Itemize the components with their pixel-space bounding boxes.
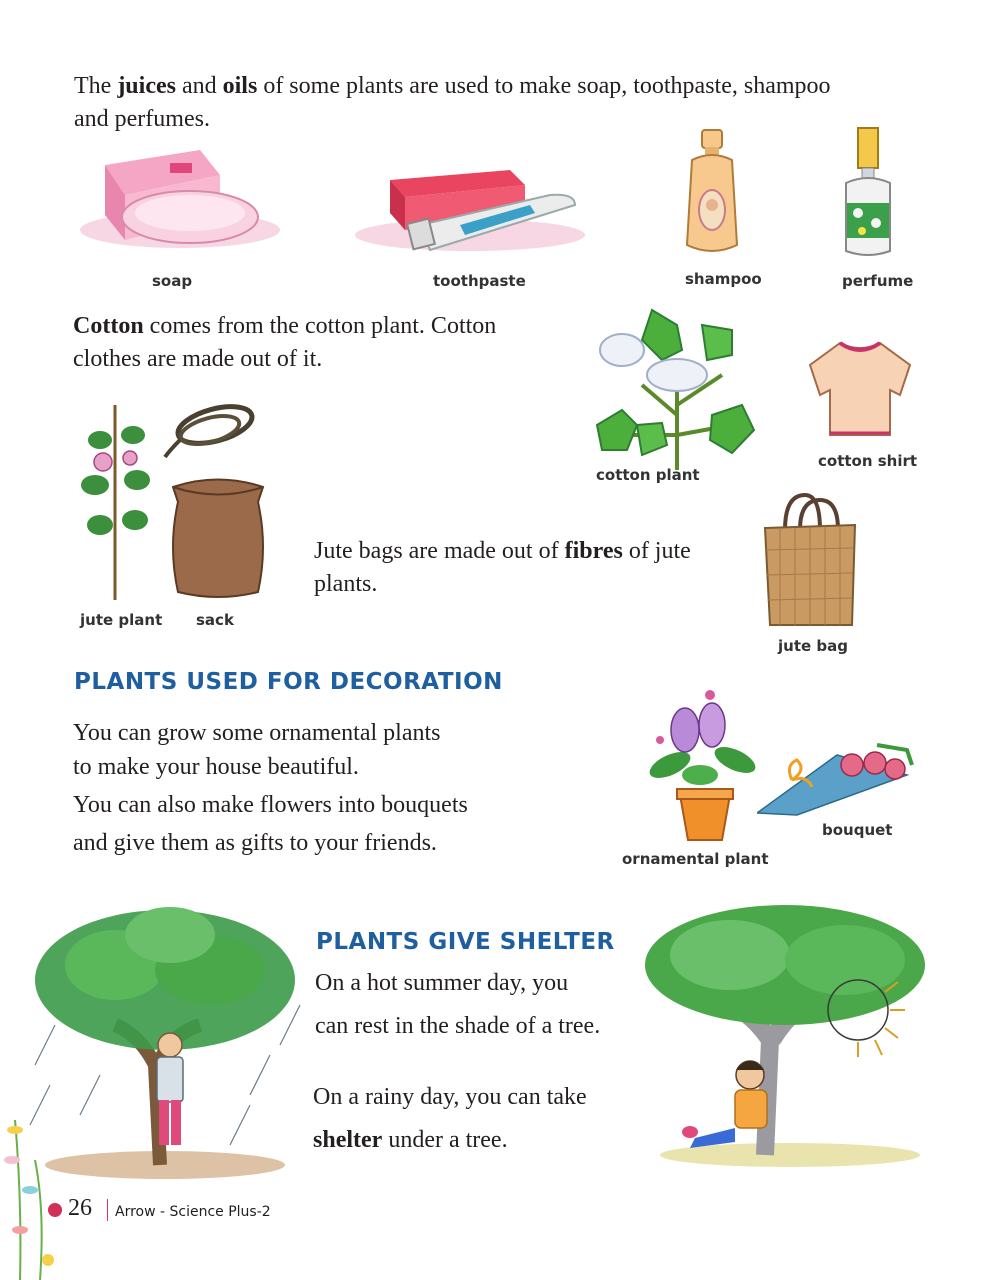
cotton-line-1: Cotton comes from the cotton plant. Cotton (73, 313, 497, 339)
shampoo-illustration (682, 125, 742, 260)
shelter-paragraph-1 (315, 963, 635, 1046)
ornamental-plant-illustration (640, 685, 760, 845)
footer-separator (107, 1199, 108, 1221)
caption-shampoo: shampoo (685, 270, 762, 288)
jute-line-2: plants. (314, 571, 378, 597)
caption-jute-plant: jute plant (80, 611, 163, 629)
shelter-line-2: can rest in the shade of a tree. (315, 1013, 601, 1039)
jute-line-1: Jute bags are made out of fibres of jute (314, 538, 691, 564)
caption-bouquet: bouquet (822, 821, 893, 839)
cotton-line-2: clothes are made out of it. (73, 346, 323, 372)
jute-plant-illustration (75, 400, 160, 605)
bouquet-illustration (757, 735, 917, 820)
cotton-plant-illustration (582, 305, 762, 475)
perfume-illustration (838, 123, 898, 263)
book-title: Arrow - Science Plus-2 (115, 1204, 271, 1220)
decoration-line-2: to make your house beautiful. (73, 754, 359, 780)
shelter-line-3: On a rainy day, you can take (313, 1084, 587, 1110)
decoration-line-1: You can grow some ornamental plants (73, 720, 441, 746)
intro-paragraph (74, 70, 934, 136)
corner-flowers-decoration (0, 1100, 80, 1280)
caption-cotton-plant: cotton plant (596, 466, 700, 484)
jute-paragraph (314, 535, 744, 601)
page-number: 26 (68, 1195, 92, 1221)
jute-bag-illustration (760, 490, 860, 630)
caption-perfume: perfume (842, 272, 914, 290)
decoration-paragraph (73, 716, 613, 860)
cotton-paragraph (73, 310, 573, 376)
shelter-line-4: shelter under a tree. (313, 1127, 508, 1153)
intro-line-2: and perfumes. (74, 106, 210, 132)
cotton-shirt-illustration (805, 335, 915, 445)
caption-ornamental-plant: ornamental plant (622, 850, 769, 868)
caption-jute-bag: jute bag (778, 637, 848, 655)
shelter-line-1: On a hot summer day, you (315, 970, 569, 996)
decoration-heading: PLANTS USED FOR DECORATION (74, 669, 503, 695)
decoration-line-4: and give them as gifts to your friends. (73, 830, 437, 856)
caption-cotton-shirt: cotton shirt (818, 452, 918, 470)
shelter-paragraph-2 (313, 1077, 633, 1160)
shelter-heading: PLANTS GIVE SHELTER (316, 929, 615, 955)
sunny-tree-illustration (640, 900, 940, 1170)
decoration-line-3: You can also make flowers into bouquets (73, 792, 468, 818)
sack-illustration (163, 472, 273, 602)
caption-toothpaste: toothpaste (433, 272, 526, 290)
intro-line-1: The juices and oils of some plants are used to make soap, toothpaste, shampoo (74, 73, 831, 99)
toothpaste-illustration (350, 155, 590, 255)
caption-sack: sack (196, 611, 234, 629)
caption-soap: soap (152, 272, 193, 290)
soap-illustration (70, 145, 280, 255)
jute-rope-illustration (160, 395, 260, 465)
